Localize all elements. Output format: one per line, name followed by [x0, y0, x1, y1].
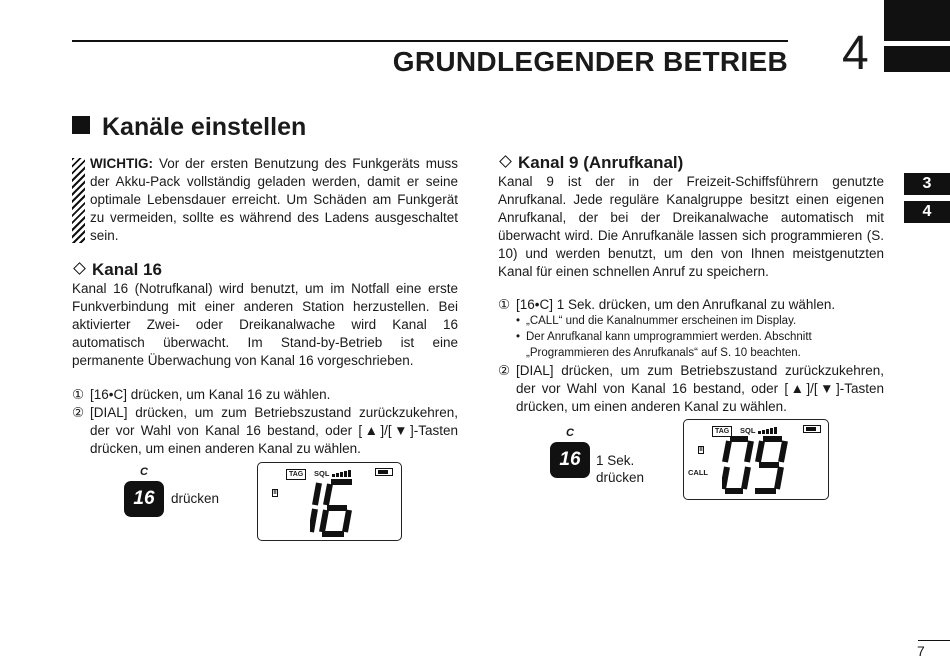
kanal9-bullet-2: [516, 329, 884, 361]
call-indicator: CALL: [688, 468, 708, 477]
key-action-label: 1 Sek.: [596, 453, 635, 468]
diamond-icon: [73, 262, 86, 275]
diamond-icon: [499, 155, 512, 168]
key-action-label: drücken: [596, 470, 645, 485]
section-title: [72, 113, 306, 142]
key-sublabel: C: [140, 466, 148, 478]
mini-indicator: II: [699, 447, 703, 453]
kanal16-title: Kanal 16: [92, 260, 162, 279]
page-number-rule: [918, 640, 950, 641]
kanal9-title: Kanal 9 (Anrufkanal): [518, 153, 684, 172]
kanal16-step-2: [72, 404, 458, 458]
step-number: ②: [72, 405, 85, 420]
step-number: ①: [72, 387, 85, 402]
step-text: [DIAL] drücken, um zum Betriebszustand zurückzukehren, der vor Wahl von Kanal 16 bestand, oder [▲]/[▼]-Tasten drücken, um einen anderen Kanal zu wählen.: [516, 363, 884, 414]
kanal9-step-1: [498, 296, 884, 314]
chapter-marker-block: [884, 0, 950, 41]
section-title-text: Kanäle einstellen: [102, 113, 307, 141]
chapter-marker-block: [884, 46, 950, 72]
kanal16-heading: [72, 260, 162, 280]
kanal9-paragraph: Kanal 9 ist der in der Freizeit-Schiffsführern genutzte Anrufkanal. Jede reguläre Kanalgruppe besitzt einen eigenen Anrufkanal, der bei der Dreikanalwache automatisch mit überwacht wird. Die Anrufkanäle lassen sich programmieren (S. 10) und werden benutzt, um den von Ihnen meistgenutzten Kanal für einen schnellen Anruf zu speichern.: [498, 174, 884, 279]
kanal9-bullet-1: [516, 313, 884, 329]
header-rule: [72, 40, 788, 42]
kanal9-step-2: [498, 362, 884, 416]
key-action-label: drücken: [171, 491, 220, 506]
signal-bars-icon: [758, 426, 780, 434]
warning-text: [90, 155, 458, 245]
warning-box: [72, 155, 458, 245]
step-number: ②: [498, 363, 511, 378]
signal-bars-icon: [332, 469, 354, 477]
bullet-mark: •: [516, 331, 521, 343]
kanal9-heading: [498, 153, 683, 173]
side-tab-4: 4: [904, 201, 950, 223]
battery-icon: [803, 425, 821, 433]
bullet-mark: •: [516, 315, 521, 327]
step-text: [DIAL] drücken, um zum Betriebszustand zurückzukehren, der vor Wahl von Kanal 16 bestand, oder [▲]/[▼]-Tasten drücken, um einen anderen Kanal zu wählen.: [90, 405, 458, 456]
bullet-text: „CALL“ und die Kanalnummer erscheinen im Display.: [526, 315, 797, 327]
step-text: [16•C] 1 Sek. drücken, um den Anrufkanal zu wählen.: [516, 297, 836, 312]
sql-indicator: SQL: [314, 469, 330, 478]
kanal16-paragraph: Kanal 16 (Notrufkanal) wird benutzt, um im Notfall eine erste Funkverbindung mit einer anderen Station herzustellen. Bei aktivierter Zwei- oder Dreikanalwache wird Kanal 16 automatisch überwacht. Im Stand-by-Betrieb ist eine permanente Überwachung von Kanal 16 vorgeschrieben.: [72, 281, 458, 368]
lcd-display-ch9: [683, 419, 829, 500]
side-tab-3: 3: [904, 173, 950, 195]
page-number: 7: [917, 643, 925, 659]
channel-digits-09: [722, 436, 788, 494]
step-text: [16•C] drücken, um Kanal 16 zu wählen.: [90, 387, 331, 402]
square-bullet-icon: [72, 116, 90, 134]
chapter-number: 4: [842, 27, 869, 80]
ch16-key-button: 16: [550, 442, 590, 478]
ch16-key-button: 16: [124, 481, 164, 517]
warning-hatch-icon: [72, 158, 85, 243]
channel-digits-16: [310, 479, 358, 537]
tag-indicator: TAG: [712, 426, 732, 437]
warning-label: WICHTIG:: [90, 156, 153, 171]
battery-icon: [375, 468, 393, 476]
mini-indicator: II: [273, 490, 277, 496]
lcd-display-ch16: [257, 462, 402, 541]
key-sublabel: C: [566, 427, 574, 439]
tag-indicator: TAG: [286, 469, 306, 480]
warning-body: Vor der ersten Benutzung des Funkgeräts muss der Akku-Pack vollständig geladen werden, damit er seine optimale Lebensdauer erreicht. Um Schäden am Funkgerät zu vermeiden, sollte es während des Ladens ausgeschaltet sein.: [90, 156, 458, 243]
bullet-text: Der Anrufkanal kann umprogrammiert werden. Abschnitt „Programmieren des Anrufkanals“ auf S. 10 beachten.: [526, 331, 812, 359]
sql-indicator: SQL: [740, 426, 756, 435]
step-number: ①: [498, 297, 511, 312]
chapter-title: GRUNDLEGENDER BETRIEB: [392, 46, 788, 77]
kanal16-step-1: [72, 386, 458, 404]
